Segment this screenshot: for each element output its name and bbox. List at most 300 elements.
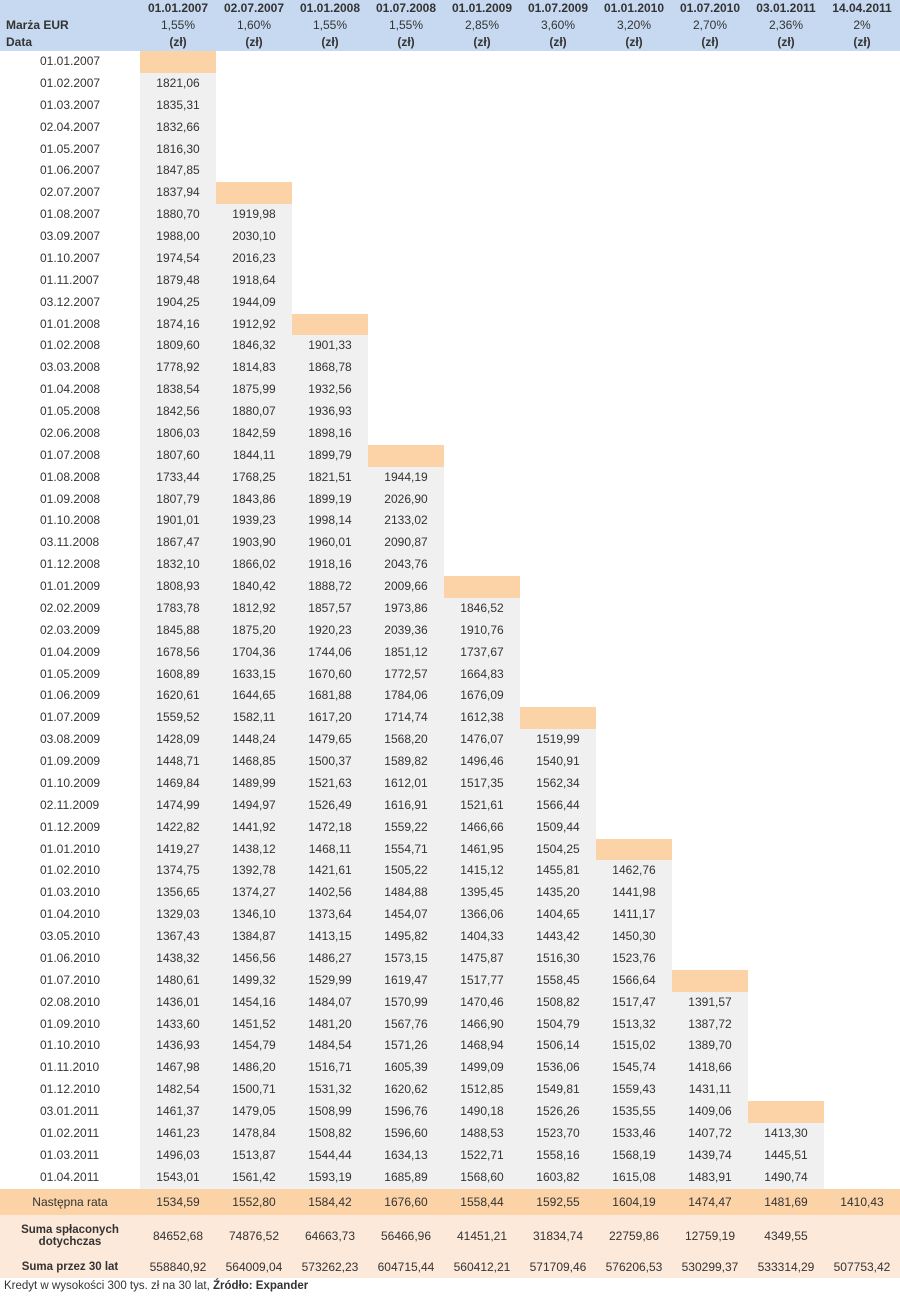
installment-cell: 1988,00 (140, 226, 216, 248)
empty-cell (596, 379, 672, 401)
installment-cell: 1561,42 (216, 1167, 292, 1189)
installment-cell: 1593,19 (292, 1167, 368, 1189)
empty-cell (748, 1014, 824, 1036)
table-row (0, 642, 900, 664)
empty-cell (824, 860, 900, 882)
header-margin: 1,55% (140, 17, 216, 34)
empty-cell (672, 817, 748, 839)
empty-cell (672, 642, 748, 664)
installment-cell: 1901,33 (292, 335, 368, 357)
installment-cell: 1391,57 (672, 992, 748, 1014)
sum-30-years-value: 560412,21 (444, 1257, 520, 1278)
empty-cell (672, 685, 748, 707)
installment-cell: 2043,76 (368, 554, 444, 576)
installment-cell: 1807,79 (140, 489, 216, 511)
row-date: 01.01.2009 (40, 579, 101, 593)
empty-cell (748, 795, 824, 817)
installment-cell: 1484,54 (292, 1035, 368, 1057)
empty-cell (824, 401, 900, 423)
installment-cell: 1846,52 (444, 598, 520, 620)
empty-cell (824, 510, 900, 532)
empty-cell (216, 51, 292, 73)
empty-cell (368, 335, 444, 357)
start-marker-cell (672, 970, 748, 992)
installment-cell: 1448,24 (216, 729, 292, 751)
installment-cell: 1489,99 (216, 773, 292, 795)
row-date: 01.09.2008 (40, 491, 101, 506)
empty-cell (596, 160, 672, 182)
empty-cell (292, 117, 368, 139)
row-date: 01.12.2008 (40, 557, 101, 572)
installment-cell: 1784,06 (368, 685, 444, 707)
empty-cell (444, 117, 520, 139)
installment-cell: 1932,56 (292, 379, 368, 401)
empty-cell (520, 270, 596, 292)
empty-cell (824, 620, 900, 642)
installment-cell: 1517,77 (444, 970, 520, 992)
installment-cell: 1558,45 (520, 970, 596, 992)
empty-cell (520, 620, 596, 642)
installment-cell: 1875,99 (216, 379, 292, 401)
installment-cell: 1504,25 (520, 839, 596, 861)
empty-cell (520, 532, 596, 554)
installment-cell: 1523,76 (596, 948, 672, 970)
installment-cell: 1562,34 (520, 773, 596, 795)
footer-note (4, 1280, 308, 1292)
installment-cell: 1808,93 (140, 576, 216, 598)
empty-cell (672, 751, 748, 773)
empty-cell (748, 532, 824, 554)
empty-cell (520, 379, 596, 401)
empty-cell (672, 489, 748, 511)
header-margin: 3,60% (520, 17, 596, 34)
empty-cell (672, 314, 748, 336)
header-margin: 2,70% (672, 17, 748, 34)
empty-cell (520, 117, 596, 139)
empty-cell (748, 554, 824, 576)
empty-cell (444, 226, 520, 248)
installment-cell: 1488,53 (444, 1123, 520, 1145)
row-date: 01.02.2010 (40, 863, 101, 878)
installment-cell: 1422,82 (140, 817, 216, 839)
sum-30-years-value: 530299,37 (672, 1257, 748, 1278)
empty-cell (596, 707, 672, 729)
empty-cell (748, 445, 824, 467)
empty-cell (444, 532, 520, 554)
row-date: 01.04.2008 (40, 382, 101, 397)
installment-cell: 1374,75 (140, 860, 216, 882)
empty-cell (596, 117, 672, 139)
installment-cell: 1436,01 (140, 992, 216, 1014)
empty-cell (444, 73, 520, 95)
table-row (0, 1123, 900, 1145)
installment-cell: 1605,39 (368, 1057, 444, 1079)
header-date: 02.07.2007 (216, 0, 292, 17)
empty-cell (216, 160, 292, 182)
installment-cell: 2009,66 (368, 576, 444, 598)
empty-cell (672, 926, 748, 948)
installment-cell: 1517,35 (444, 773, 520, 795)
row-date: 01.07.2009 (40, 710, 101, 725)
empty-cell (520, 467, 596, 489)
header-row-margins (0, 17, 900, 34)
empty-cell (672, 664, 748, 686)
empty-cell (368, 204, 444, 226)
empty-cell (444, 445, 520, 467)
installment-cell: 1844,11 (216, 445, 292, 467)
empty-cell (748, 401, 824, 423)
installment-cell: 1559,43 (596, 1079, 672, 1101)
header-unit: (zł) (368, 34, 444, 51)
row-date: 01.11.2010 (40, 1060, 100, 1075)
installment-cell: 1619,47 (368, 970, 444, 992)
empty-cell (292, 292, 368, 314)
empty-cell (748, 95, 824, 117)
installment-cell: 1496,46 (444, 751, 520, 773)
installment-cell: 1875,20 (216, 620, 292, 642)
installment-cell: 1413,15 (292, 926, 368, 948)
sum-paid-value: 56466,96 (368, 1215, 444, 1257)
empty-cell (748, 292, 824, 314)
installment-cell: 2090,87 (368, 532, 444, 554)
installment-cell: 1778,92 (140, 357, 216, 379)
empty-cell (596, 642, 672, 664)
table-row (0, 160, 900, 182)
empty-cell (824, 292, 900, 314)
empty-cell (824, 751, 900, 773)
installment-cell: 1482,54 (140, 1079, 216, 1101)
empty-cell (672, 401, 748, 423)
installment-cell: 1392,78 (216, 860, 292, 882)
installment-cell: 1467,98 (140, 1057, 216, 1079)
installment-cell: 1373,64 (292, 904, 368, 926)
empty-cell (748, 685, 824, 707)
installment-cell: 1500,71 (216, 1079, 292, 1101)
table-row (0, 270, 900, 292)
installment-cell: 1816,30 (140, 139, 216, 161)
empty-cell (748, 1035, 824, 1057)
empty-cell (824, 139, 900, 161)
empty-cell (520, 554, 596, 576)
installment-cell: 1481,20 (292, 1014, 368, 1036)
table-row (0, 379, 900, 401)
empty-cell (368, 73, 444, 95)
table-row (0, 423, 900, 445)
installment-cell: 1678,56 (140, 642, 216, 664)
table-row (0, 554, 900, 576)
table-row (0, 620, 900, 642)
installment-cell: 1867,47 (140, 532, 216, 554)
table-row (0, 117, 900, 139)
installment-cell: 1521,63 (292, 773, 368, 795)
empty-cell (748, 182, 824, 204)
installment-cell: 1470,46 (444, 992, 520, 1014)
installment-cell: 1536,06 (520, 1057, 596, 1079)
installment-cell: 1479,05 (216, 1101, 292, 1123)
table-row (0, 182, 900, 204)
installment-cell: 1443,42 (520, 926, 596, 948)
empty-cell (824, 795, 900, 817)
installment-cell: 1387,72 (672, 1014, 748, 1036)
empty-cell (520, 576, 596, 598)
installment-cell: 1616,91 (368, 795, 444, 817)
installment-cell: 1615,08 (596, 1167, 672, 1189)
installment-cell: 1450,30 (596, 926, 672, 948)
header-row-units (0, 34, 900, 51)
installment-cell: 1899,79 (292, 445, 368, 467)
empty-cell (292, 226, 368, 248)
installment-cell: 1744,06 (292, 642, 368, 664)
empty-cell (672, 182, 748, 204)
installment-cell: 1901,01 (140, 510, 216, 532)
empty-cell (368, 95, 444, 117)
empty-cell (520, 598, 596, 620)
installment-cell: 1540,91 (520, 751, 596, 773)
empty-cell (596, 576, 672, 598)
empty-cell (748, 598, 824, 620)
sum-30-years-value: 507753,42 (824, 1257, 900, 1278)
installment-cell: 1516,71 (292, 1057, 368, 1079)
row-date: 03.11.2008 (40, 535, 100, 550)
empty-cell (672, 423, 748, 445)
installment-cell: 1516,30 (520, 948, 596, 970)
installment-cell: 1508,82 (292, 1123, 368, 1145)
installment-cell: 1533,46 (596, 1123, 672, 1145)
empty-cell (596, 445, 672, 467)
installment-cell: 1772,57 (368, 664, 444, 686)
empty-cell (292, 73, 368, 95)
installment-cell: 1974,54 (140, 248, 216, 270)
empty-cell (520, 248, 596, 270)
empty-cell (748, 664, 824, 686)
installment-cell: 1522,71 (444, 1145, 520, 1167)
row-date: 02.02.2009 (40, 600, 101, 615)
row-date: 01.06.2010 (40, 950, 101, 965)
empty-cell (672, 620, 748, 642)
installment-cell: 1466,66 (444, 817, 520, 839)
row-date: 01.04.2009 (40, 644, 101, 659)
installment-cell: 1545,74 (596, 1057, 672, 1079)
installment-cell: 1868,78 (292, 357, 368, 379)
header-date: 01.01.2007 (140, 0, 216, 17)
installment-cell: 1559,52 (140, 707, 216, 729)
empty-cell (520, 357, 596, 379)
installment-cell: 1495,82 (368, 926, 444, 948)
header-margin: 3,20% (596, 17, 672, 34)
installment-cell: 1479,65 (292, 729, 368, 751)
empty-cell (824, 314, 900, 336)
installment-cell: 1737,67 (444, 642, 520, 664)
row-date: 02.04.2007 (40, 119, 101, 134)
table-row (0, 1101, 900, 1123)
empty-cell (672, 270, 748, 292)
header-unit: (zł) (672, 34, 748, 51)
empty-cell (520, 335, 596, 357)
header-date: 01.07.2010 (672, 0, 748, 17)
installment-cell: 2030,10 (216, 226, 292, 248)
empty-cell (672, 117, 748, 139)
next-rate-label: Następna rata (0, 1189, 140, 1215)
header-date: 03.01.2011 (748, 0, 824, 17)
installment-cell: 1523,70 (520, 1123, 596, 1145)
installment-cell: 1451,52 (216, 1014, 292, 1036)
installment-cell: 1888,72 (292, 576, 368, 598)
installment-cell: 1374,27 (216, 882, 292, 904)
installment-cell: 1519,99 (520, 729, 596, 751)
sum-30-years-value: 564009,04 (216, 1257, 292, 1278)
empty-cell (748, 314, 824, 336)
empty-cell (824, 554, 900, 576)
empty-cell (824, 489, 900, 511)
installment-cell: 1633,15 (216, 664, 292, 686)
start-marker-cell (444, 576, 520, 598)
installment-cell: 1419,27 (140, 839, 216, 861)
empty-cell (444, 379, 520, 401)
row-date: 01.07.2010 (40, 972, 101, 987)
installment-cell: 1806,03 (140, 423, 216, 445)
next-rate-value: 1604,19 (596, 1189, 672, 1215)
installment-cell: 1454,07 (368, 904, 444, 926)
sum-30-years-value: 604715,44 (368, 1257, 444, 1278)
header-date: 01.01.2009 (444, 0, 520, 17)
table-row (0, 1014, 900, 1036)
row-date: 01.05.2007 (40, 141, 101, 156)
table-row (0, 51, 900, 73)
installment-cell: 1478,84 (216, 1123, 292, 1145)
empty-cell (368, 182, 444, 204)
row-date: 01.09.2009 (40, 754, 101, 768)
installment-cell: 1573,15 (368, 948, 444, 970)
empty-cell (824, 117, 900, 139)
installment-cell: 1418,66 (672, 1057, 748, 1079)
empty-cell (444, 160, 520, 182)
empty-cell (520, 226, 596, 248)
empty-cell (368, 226, 444, 248)
installment-cell: 1899,19 (292, 489, 368, 511)
empty-cell (748, 160, 824, 182)
empty-cell (520, 664, 596, 686)
empty-cell (368, 51, 444, 73)
table-row (0, 532, 900, 554)
empty-cell (596, 270, 672, 292)
table-row (0, 292, 900, 314)
empty-cell (824, 729, 900, 751)
empty-cell (444, 139, 520, 161)
empty-cell (748, 270, 824, 292)
sum-30-years-value: 573262,23 (292, 1257, 368, 1278)
installment-cell: 1568,19 (596, 1145, 672, 1167)
empty-cell (748, 773, 824, 795)
installment-cell: 1837,94 (140, 182, 216, 204)
installment-cell: 1461,95 (444, 839, 520, 861)
row-date: 03.01.2011 (40, 1104, 100, 1118)
empty-cell (520, 314, 596, 336)
empty-cell (292, 182, 368, 204)
table-row (0, 882, 900, 904)
table-row (0, 904, 900, 926)
empty-cell (824, 445, 900, 467)
installment-cell: 1404,65 (520, 904, 596, 926)
installment-cell: 1567,76 (368, 1014, 444, 1036)
installment-cell: 1880,70 (140, 204, 216, 226)
sum-30-years-row (0, 1257, 900, 1278)
table-row (0, 926, 900, 948)
next-rate-value: 1676,60 (368, 1189, 444, 1215)
installment-cell: 1384,87 (216, 926, 292, 948)
empty-cell (672, 773, 748, 795)
header-unit: (zł) (824, 34, 900, 51)
empty-cell (672, 73, 748, 95)
next-rate-row (0, 1189, 900, 1215)
empty-cell (596, 729, 672, 751)
empty-cell (444, 204, 520, 226)
installment-cell: 1910,76 (444, 620, 520, 642)
row-date: 03.03.2008 (40, 360, 101, 375)
empty-cell (596, 423, 672, 445)
empty-cell (748, 904, 824, 926)
empty-cell (824, 576, 900, 598)
table-row (0, 139, 900, 161)
sum-paid-label-line1: Suma spłaconych (21, 1223, 119, 1236)
empty-cell (368, 423, 444, 445)
installment-cell: 1918,16 (292, 554, 368, 576)
empty-cell (824, 664, 900, 686)
installment-cell: 1474,99 (140, 795, 216, 817)
empty-cell (748, 729, 824, 751)
next-rate-value: 1410,43 (824, 1189, 900, 1215)
next-rate-value: 1481,69 (748, 1189, 824, 1215)
empty-cell (596, 292, 672, 314)
empty-cell (672, 335, 748, 357)
empty-cell (824, 1035, 900, 1057)
table-row (0, 248, 900, 270)
row-date: 01.06.2007 (40, 163, 101, 178)
installment-cell: 1814,83 (216, 357, 292, 379)
installment-cell: 1904,25 (140, 292, 216, 314)
table-row (0, 95, 900, 117)
empty-cell (596, 95, 672, 117)
installment-cell: 1466,90 (444, 1014, 520, 1036)
installment-cell: 1845,88 (140, 620, 216, 642)
installment-cell: 1461,37 (140, 1101, 216, 1123)
empty-cell (596, 817, 672, 839)
installment-cell: 1570,99 (368, 992, 444, 1014)
installment-cell: 1366,06 (444, 904, 520, 926)
empty-cell (748, 117, 824, 139)
installment-cell: 1346,10 (216, 904, 292, 926)
row-date: 01.10.2008 (40, 513, 101, 528)
empty-cell (596, 139, 672, 161)
installment-cell: 1944,09 (216, 292, 292, 314)
sum-30-years-value: 533314,29 (748, 1257, 824, 1278)
installment-cell: 1874,16 (140, 314, 216, 336)
installment-cell: 1441,92 (216, 817, 292, 839)
installment-cell: 1857,57 (292, 598, 368, 620)
installment-cell: 1461,23 (140, 1123, 216, 1145)
start-marker-cell (292, 314, 368, 336)
row-date: 03.12.2007 (40, 294, 101, 309)
empty-cell (672, 248, 748, 270)
row-date: 01.03.2010 (40, 885, 101, 900)
header-date: 01.01.2010 (596, 0, 672, 17)
empty-cell (292, 139, 368, 161)
table-row (0, 685, 900, 707)
row-date: 01.08.2007 (40, 207, 101, 222)
row-date: 01.04.2011 (40, 1169, 100, 1184)
empty-cell (520, 445, 596, 467)
empty-cell (824, 926, 900, 948)
installment-cell: 1521,61 (444, 795, 520, 817)
